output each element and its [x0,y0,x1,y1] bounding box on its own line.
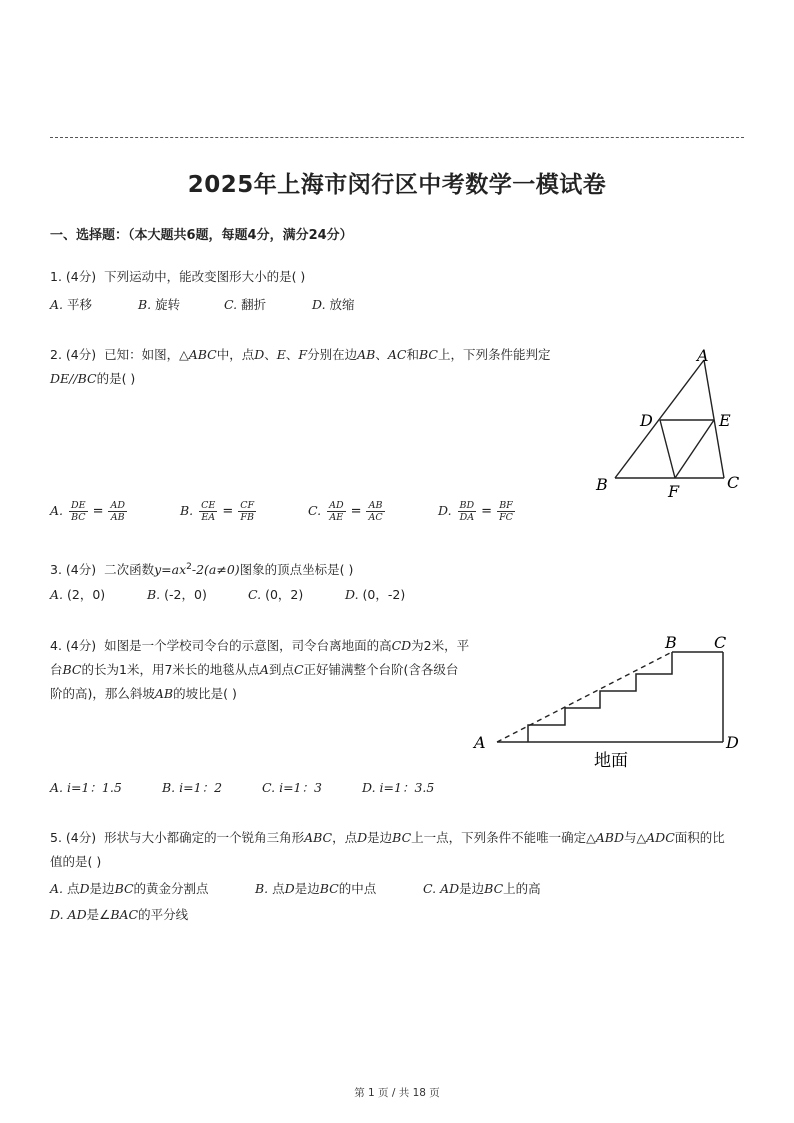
question-3: 3. (4分) 二次函数$y=ax^2-2(a\ne 0)$图象的顶点坐标是( ) [50,562,354,578]
label-c: C [714,633,727,652]
q1-option-c[interactable]: C. 翻折 [224,297,267,312]
question-2-line2: DE//BC的是( ) [50,371,136,386]
q1-option-b[interactable]: B. 旋转 [138,297,181,312]
ground-label: 地面 [594,751,628,771]
page-title: 2025年上海市闵行区中考数学一模试卷 [187,172,607,198]
label-d: D [640,411,653,430]
label-d: D [726,733,739,752]
q2-triangle-figure [590,340,750,500]
q3-option-c[interactable]: C. (0，2) [248,587,304,602]
q1-option-d[interactable]: D. 放缩 [312,297,355,312]
q4-option-c[interactable]: C. i=1：3 [262,780,322,795]
q5-option-c[interactable]: C. AD是边BC上的高 [423,881,541,896]
page-footer: 第 1 页 / 共 18 页 [354,1087,440,1099]
q3-option-b[interactable]: B. (-2，0) [147,587,207,602]
header-rule [50,137,744,138]
q3-number: 3. (4分) [50,562,97,578]
question-4-line3: 阶的高)，那么斜坡AB的坡比是( ) [50,686,237,701]
q2-option-b[interactable]: B. $\frac{CE}{EA}$ = $\frac{CF}{FB}$ [180,500,255,523]
question-5-line2: 值的是( ) [50,854,102,869]
label-e: E [719,411,731,430]
question-2-line1: 2. (4分) 已知：如图，△ABC中，点D、E、F分别在边AB、AC和BC上，下列条件能判定 [50,347,551,362]
q4-option-a[interactable]: A. i=1：1.5 [50,780,122,795]
q5-option-a[interactable]: A. 点D是边BC的黄金分割点 [50,881,209,896]
q2-option-d[interactable]: D. $\frac{BD}{DA}$ = $\frac{BF}{FC}$ [438,500,513,523]
question-1 [50,268,305,286]
q4-option-b[interactable]: B. i=1：2 [162,780,223,795]
q1-number: 1. (4分) [50,269,97,284]
q1-text: 下列运动中，能改变图形大小的是( ) [104,269,306,284]
q4-stairs-figure [470,630,750,775]
label-c: C [727,473,740,492]
label-b: B [665,633,677,652]
q2-option-a[interactable]: A. $\frac{DE}{BC}$ = $\frac{AD}{AB}$ [50,500,125,523]
label-b: B [596,475,608,494]
q4-option-d[interactable]: D. i=1：3.5 [362,780,435,795]
label-f: F [668,482,680,500]
section-heading: 一、选择题：（本大题共6题，每题4分，满分24分） [50,228,353,243]
q5-number: 5. (4分) [50,830,97,845]
label-a: A [474,733,486,752]
question-4-line1: 4. (4分) 如图是一个学校司令台的示意图，司令台离地面的高CD为2米，平 [50,638,470,653]
q5-option-b[interactable]: B. 点D是边BC的中点 [255,881,377,896]
q3-option-d[interactable]: D. (0，-2) [345,587,406,602]
q2-number: 2. (4分) [50,347,97,362]
q3-option-a[interactable]: A. (2，0) [50,587,106,602]
question-4-line2: 台BC的长为1米，用7米长的地毯从点A到点C正好铺满整个台阶(含各级台 [50,662,459,677]
q1-option-a[interactable]: A. 平移 [50,297,93,312]
question-5-line1: 5. (4分) 形状与大小都确定的一个锐角三角形ABC，点D是边BC上一点，下列条件不能唯一确定△ABD与△ADC面积的比 [50,830,725,845]
label-a: A [697,346,709,365]
q2-option-c[interactable]: C. $\frac{AD}{AE}$ = $\frac{AB}{AC}$ [308,500,383,523]
q5-option-d[interactable]: D. AD是∠BAC的平分线 [50,907,189,922]
q4-number: 4. (4分) [50,638,97,653]
